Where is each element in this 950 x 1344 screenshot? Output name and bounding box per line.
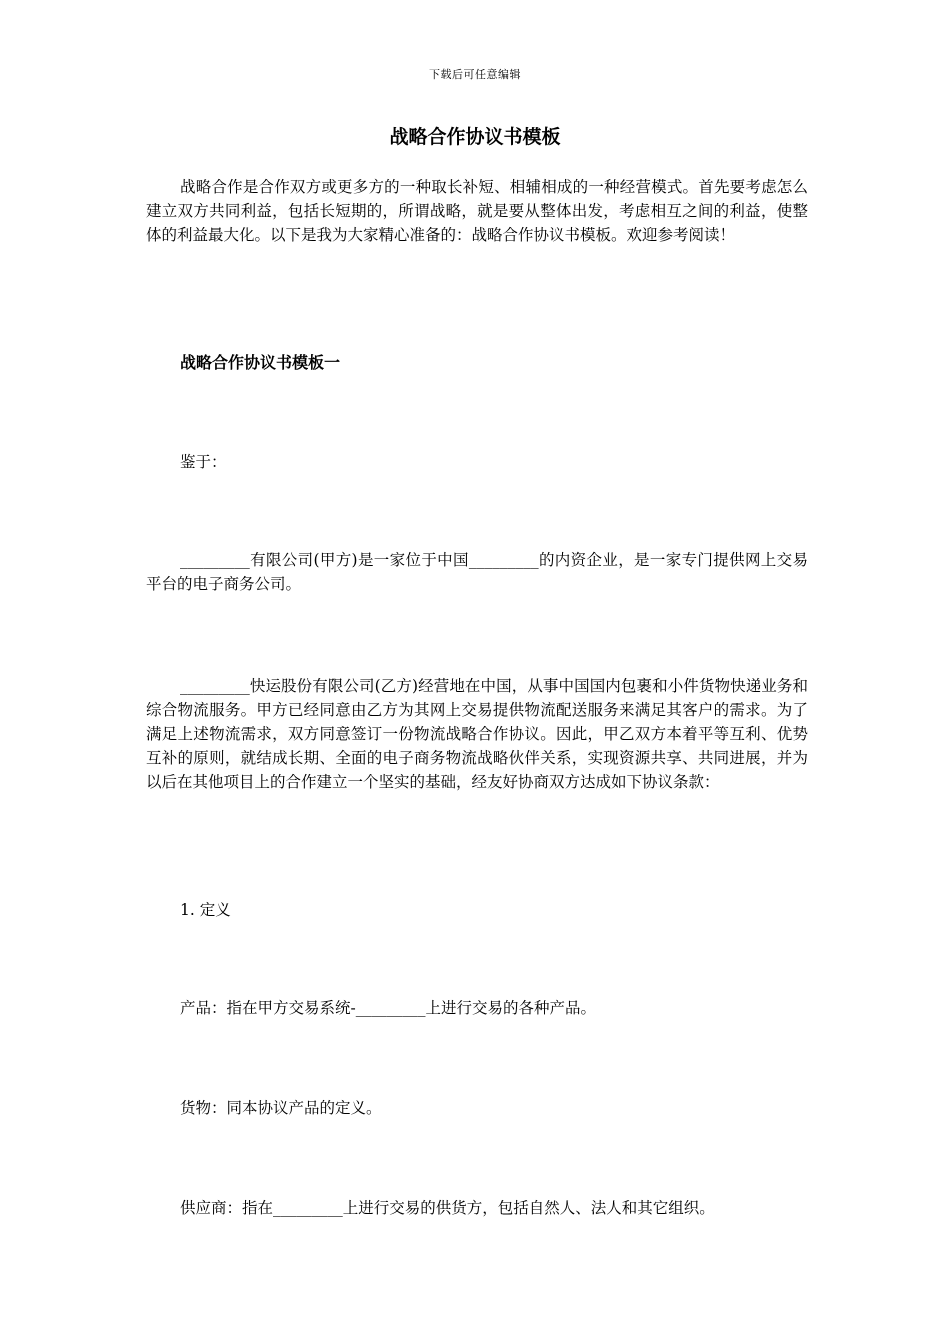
document-title: 战略合作协议书模板 [389, 126, 561, 148]
header-note: 下载后可任意编辑 [429, 68, 521, 81]
definition-goods: 货物：同本协议产品的定义。 [180, 1099, 382, 1117]
party-b-paragraph: _________快运股份有限公司(乙方)经营地在中国，从事中国国内包裹和小件货物快递业务和综合物流服务。甲方已经同意由乙方为其网上交易提供物流配送服务来满足其客户的需求。为了满足上述物流需求，双方同意签订一份物流战略合作协议。因此，甲乙双方本着平等互利、优势互补的原则，就结成长期、全面的电子商务物流战略伙伴关系，实现资源共享、共同进展，并为以后在其他项目上的合作建立一个坚实的基础，经友好协商双方达成如下协议条款： [146, 677, 808, 791]
section-heading: 战略合作协议书模板一 [180, 353, 341, 372]
party-a-paragraph: _________有限公司(甲方)是一家位于中国_________的内资企业，是一家专门提供网上交易平台的电子商务公司。 [146, 551, 808, 593]
definition-product: 产品：指在甲方交易系统-_________上进行交易的各种产品。 [180, 999, 596, 1017]
whereas-label: 鉴于： [180, 453, 227, 471]
intro-paragraph: 战略合作是合作双方或更多方的一种取长补短、相辅相成的一种经营模式。首先要考虑怎么建立双方共同利益，包括长短期的，所谓战略，就是要从整体出发，考虑相互之间的利益，使整体的利益最大化。以下是我为大家精心准备的：战略合作协议书模板。欢迎参考阅读！ [146, 178, 808, 244]
definition-supplier: 供应商：指在_________上进行交易的供货方，包括自然人、法人和其它组织。 [180, 1199, 715, 1217]
definitions-heading: 1. 定义 [180, 901, 231, 919]
